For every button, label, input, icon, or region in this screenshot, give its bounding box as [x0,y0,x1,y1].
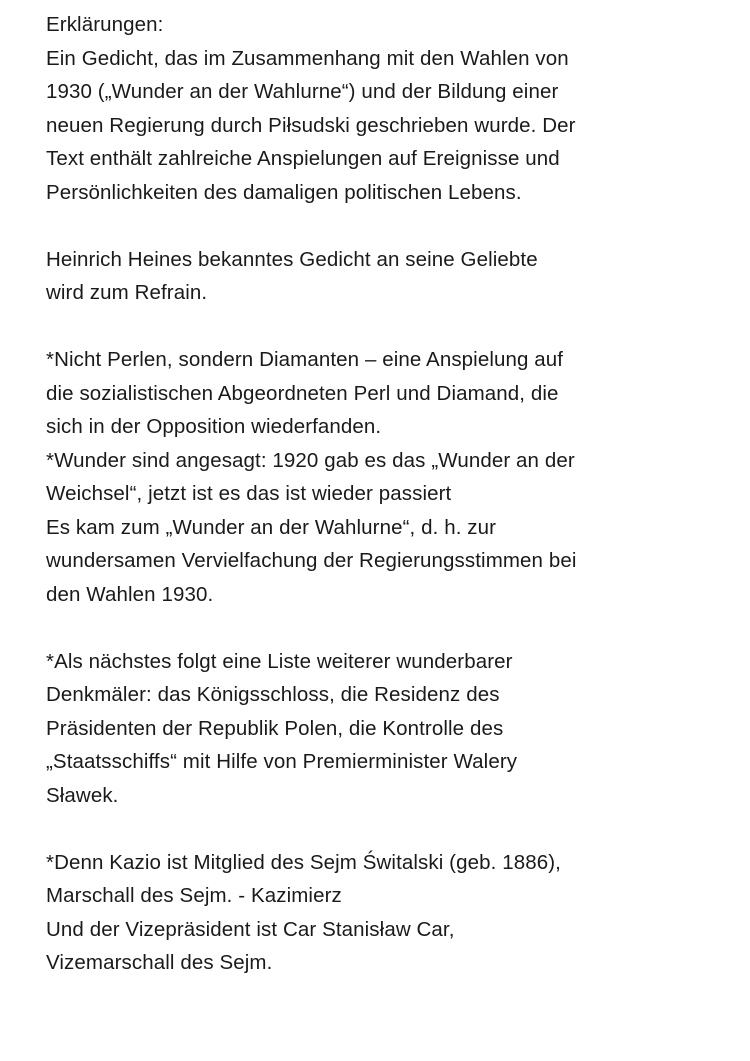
text-line: Sławek. [46,783,119,807]
text-line: Und der Vizepräsident ist Car Stanisław Car, [46,917,455,941]
text-paragraph [46,42,704,210]
text-line: Text enthält zahlreiche Anspielungen auf Ereignisse und [46,147,560,170]
text-line: Es kam zum „Wunder an der Wahlurne“, d. h. zur [46,515,497,539]
text-line: neuen Regierung durch Piłsudski geschrieben wurde. Der [46,113,576,137]
text-line: Persönlichkeiten des damaligen politischen Lebens. [46,180,522,204]
text-line: die sozialistischen Abgeordneten Perl und Diamand, die [46,381,559,405]
text-line: „Staatsschiffs“ mit Hilfe von Premierminister Walery [46,750,518,773]
paragraph-spacer [46,812,704,846]
text-paragraph [46,243,704,310]
text-line: Weichsel“, jetzt ist es das ist wieder passiert [46,482,452,505]
text-paragraph [46,444,704,612]
text-line: wundersamen Vervielfachung der Regierungsstimmen bei [46,549,577,572]
paragraph-spacer [46,310,704,344]
paragraph-spacer [46,611,704,645]
text-line: wird zum Refrain. [46,281,208,304]
text-line: Vizemarschall des Sejm. [46,951,273,974]
text-line: 1930 („Wunder an der Wahlurne“) und der Bildung einer [46,80,559,103]
text-line: *Als nächstes folgt eine Liste weiterer wunderbarer [46,649,513,673]
text-paragraph [46,645,704,813]
text-line: sich in der Opposition wiederfanden. [46,415,382,438]
text-line: *Nicht Perlen, sondern Diamanten – eine Anspielung auf [46,348,564,371]
text-paragraph [46,846,704,980]
text-line: Denkmäler: das Königsschloss, die Residenz des [46,683,500,706]
paragraph-spacer [46,209,704,243]
document-body [46,8,704,980]
text-line: Ein Gedicht, das im Zusammenhang mit den Wahlen von [46,46,569,70]
text-line: Präsidenten der Republik Polen, die Kontrolle des [46,716,504,740]
text-line: Heinrich Heines bekanntes Gedicht an seine Geliebte [46,247,538,271]
text-line: *Denn Kazio ist Mitglied des Sejm Świtalski (geb. 1886), [46,850,561,874]
text-line: Marschall des Sejm. - Kazimierz [46,884,342,907]
text-line: *Wunder sind angesagt: 1920 gab es das „Wunder an der [46,448,575,472]
text-line: den Wahlen 1930. [46,582,214,606]
document-heading [46,8,704,42]
text-line: Erklärungen: [46,13,164,36]
text-paragraph [46,343,704,444]
